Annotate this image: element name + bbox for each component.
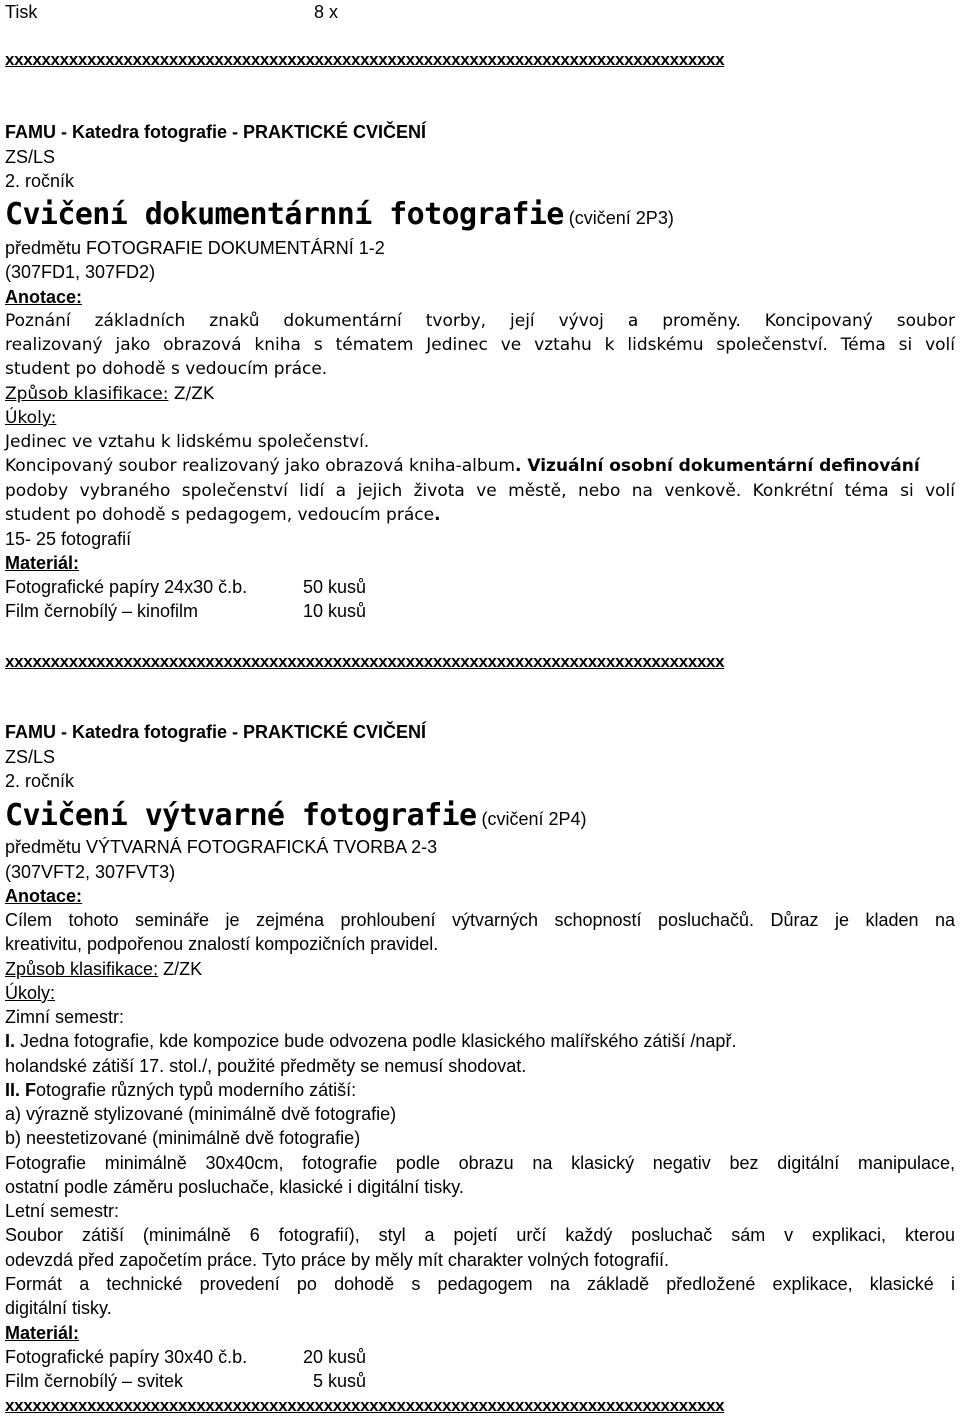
anotace-text: realizovaný jako obrazová kniha s tématem Jedinec ve vztahu k lidskému společenství. Téma si volí: [5, 335, 955, 355]
faculty-heading: FAMU - Katedra fotografie - PRAKTICKÉ CVIČENÍ: [5, 122, 427, 142]
task-text: 15- 25 fotografií: [5, 529, 132, 549]
task-text: Soubor zátiší (minimálně 6 fotografií), styl a pojetí určí každý posluchač sám v explikaci, kterou: [5, 1225, 955, 1245]
course-title: Cvičení výtvarné fotografie (cvičení 2P4): [5, 798, 587, 833]
anotace-text: kreativitu, podpořenou znalostí kompozičních pravidel.: [5, 934, 439, 954]
material-item: Film černobílý – svitek 5 kusů: [5, 1371, 367, 1391]
separator-line: xxxxxxxxxxxxxxxxxxxxxxxxxxxxxxxxxxxxxxxxxxxxxxxxxxxxxxxxxxxxxxxxxxxxxxxxxxxxxxx: [5, 1396, 725, 1415]
winter-semester-label: Zimní semestr:: [5, 1007, 125, 1027]
material-item: Fotografické papíry 30x40 č.b. 20 kusů: [5, 1347, 367, 1367]
print-label: Tisk: [5, 2, 38, 22]
semester: ZS/LS: [5, 147, 56, 167]
material-item: Fotografické papíry 24x30 č.b. 50 kusů: [5, 577, 367, 597]
tasks-label: Úkoly:: [5, 408, 57, 428]
subject-codes: (307VFT2, 307FVT3): [5, 862, 176, 882]
print-count: 8 x: [314, 2, 339, 22]
subject-line: předmětu FOTOGRAFIE DOKUMENTÁRNÍ 1-2: [5, 238, 385, 258]
summer-semester-label: Letní semestr:: [5, 1201, 120, 1221]
anotace-text: Cílem tohoto semináře je zejména prohloubení výtvarných schopností posluchačů. Důraz je kladen na: [5, 910, 955, 930]
subject-codes: (307FD1, 307FD2): [5, 262, 156, 282]
course-title: Cvičení dokumentárnní fotografie (cvičení 2P3): [5, 197, 674, 232]
task-text: student po dohodě s pedagogem, vedoucím práce.: [5, 505, 441, 525]
task-text: Formát a technické provedení po dohodě s pedagogem na základě předložené explikace, klasické i: [5, 1274, 955, 1294]
classification: Způsob klasifikace: Z/ZK: [5, 959, 203, 979]
task-text: digitální tisky.: [5, 1298, 112, 1318]
material-label: Materiál:: [5, 553, 80, 573]
task-text: holandské zátiší 17. stol./, použité předměty se nemusí shodovat.: [5, 1056, 527, 1076]
year: 2. ročník: [5, 171, 75, 191]
task-text: Jedinec ve vztahu k lidskému společenství.: [5, 432, 370, 452]
separator-line: xxxxxxxxxxxxxxxxxxxxxxxxxxxxxxxxxxxxxxxxxxxxxxxxxxxxxxxxxxxxxxxxxxxxxxxxxxxxxxx: [5, 50, 725, 69]
task-text: odevzdá před započetím práce. Tyto práce by měly mít charakter volných fotografií.: [5, 1250, 669, 1270]
semester: ZS/LS: [5, 747, 56, 767]
year: 2. ročník: [5, 771, 75, 791]
anotace-text: student po dohodě s vedoucím práce.: [5, 359, 328, 379]
separator-line: xxxxxxxxxxxxxxxxxxxxxxxxxxxxxxxxxxxxxxxxxxxxxxxxxxxxxxxxxxxxxxxxxxxxxxxxxxxxxxx: [5, 652, 725, 671]
task-text: b) neestetizované (minimálně dvě fotografie): [5, 1128, 361, 1148]
anotace-text: Poznání základních znaků dokumentární tvorby, její vývoj a proměny. Koncipovaný soubor: [5, 311, 955, 331]
tasks-label: Úkoly:: [5, 983, 56, 1003]
task-text: I. Jedna fotografie, kde kompozice bude odvozena podle klasického malířského zátiší /např.: [5, 1031, 737, 1051]
classification: Způsob klasifikace: Z/ZK: [5, 384, 215, 404]
task-text: a) výrazně stylizované (minimálně dvě fotografie): [5, 1104, 397, 1124]
material-item: Film černobílý – kinofilm 10 kusů: [5, 601, 367, 621]
subject-line: předmětu VÝTVARNÁ FOTOGRAFICKÁ TVORBA 2-3: [5, 837, 438, 857]
anotace-label: Anotace:: [5, 287, 83, 307]
task-text: ostatní podle záměru posluchače, klasické i digitální tisky.: [5, 1177, 464, 1197]
faculty-heading: FAMU - Katedra fotografie - PRAKTICKÉ CVIČENÍ: [5, 722, 427, 742]
task-text: podoby vybraného společenství lidí a jejich života ve městě, nebo na venkově. Konkrétní téma si volí: [5, 481, 955, 501]
task-text: Koncipovaný soubor realizovaný jako obrazová kniha-album. Vizuální osobní dokumentární definování: [5, 456, 920, 476]
anotace-label: Anotace:: [5, 886, 83, 906]
material-label: Materiál:: [5, 1323, 80, 1343]
task-text: Fotografie minimálně 30x40cm, fotografie podle obrazu na klasický negativ bez digitální manipulace,: [5, 1153, 955, 1173]
task-text: II. Fotografie různých typů moderního zátiší:: [5, 1080, 357, 1100]
